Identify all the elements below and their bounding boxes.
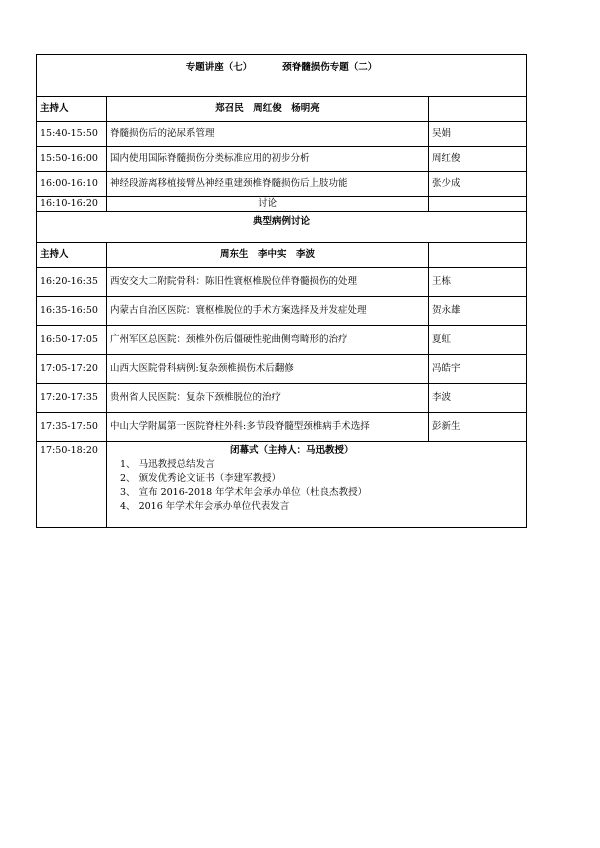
talk-speaker: 张少成 xyxy=(429,172,527,197)
closing-items xyxy=(110,458,523,514)
talk-speaker: 周红俊 xyxy=(429,147,527,172)
talk-topic: 内蒙古自治区医院：寰枢椎脱位的手术方案选择及并发症处理 xyxy=(107,297,429,326)
talk-row xyxy=(37,122,527,147)
talk-topic: 中山大学附属第一医院脊柱外科:多节段脊髓型颈椎病手术选择 xyxy=(107,413,429,442)
host-names: 郑召民 周红俊 杨明亮 xyxy=(107,97,429,122)
session-title xyxy=(37,55,527,97)
closing-item: 3、 宣布 2016-2018 年学术年会承办单位（杜良杰教授） xyxy=(120,487,368,499)
talk-row xyxy=(37,413,527,442)
talk-topic: 山西大医院骨科病例:复杂颈椎损伤术后翻修 xyxy=(107,355,429,384)
talk-speaker: 王栋 xyxy=(429,268,527,297)
talk-speaker: 夏虹 xyxy=(429,326,527,355)
talk-time: 15:50-16:00 xyxy=(37,147,107,172)
closing-content xyxy=(107,442,527,528)
talk-topic: 脊髓损伤后的泌尿系管理 xyxy=(107,122,429,147)
talk-row xyxy=(37,384,527,413)
talk-topic: 贵州省人民医院：复杂下颈椎脱位的治疗 xyxy=(107,384,429,413)
host-names: 周东生 李中实 李波 xyxy=(107,243,429,268)
schedule-page xyxy=(36,54,526,528)
closing-item: 4、 2016 年学术年会承办单位代表发言 xyxy=(120,501,290,513)
empty-cell xyxy=(429,243,527,268)
session-title-right: 颈脊髓损伤专题（二） xyxy=(282,62,378,73)
talk-row xyxy=(37,355,527,384)
closing-item: 1、 马迅教授总结发言 xyxy=(120,459,215,471)
discussion-label: 讨论 xyxy=(107,197,429,212)
talk-topic: 国内使用国际脊髓损伤分类标准应用的初步分析 xyxy=(107,147,429,172)
talk-time: 17:35-17:50 xyxy=(37,413,107,442)
host-row-2 xyxy=(37,243,527,268)
talk-row xyxy=(37,172,527,197)
section-header-row xyxy=(37,212,527,243)
talk-time: 16:20-16:35 xyxy=(37,268,107,297)
closing-item: 2、 颁发优秀论文证书（李建军教授） xyxy=(120,473,282,485)
host-row-1 xyxy=(37,97,527,122)
talk-time: 15:40-15:50 xyxy=(37,122,107,147)
talk-speaker: 李波 xyxy=(429,384,527,413)
talk-row xyxy=(37,268,527,297)
schedule-table xyxy=(36,54,527,528)
talk-time: 16:50-17:05 xyxy=(37,326,107,355)
talk-row xyxy=(37,147,527,172)
closing-row xyxy=(37,442,527,528)
talk-topic: 神经段游离移植接臂丛神经重建颈椎脊髓损伤后上肢功能 xyxy=(107,172,429,197)
host-label: 主持人 xyxy=(37,243,107,268)
talk-time: 17:05-17:20 xyxy=(37,355,107,384)
empty-cell xyxy=(429,97,527,122)
talk-speaker: 贺永雄 xyxy=(429,297,527,326)
discussion-row xyxy=(37,197,527,212)
section-title: 典型病例讨论 xyxy=(37,212,527,243)
talk-time: 16:35-16:50 xyxy=(37,297,107,326)
closing-time: 17:50-18:20 xyxy=(37,442,107,528)
closing-title: 闭幕式（主持人：马迅教授） xyxy=(230,445,354,456)
talk-row xyxy=(37,326,527,355)
title-row xyxy=(37,55,527,97)
talk-topic: 广州军区总医院：颈椎外伤后僵硬性驼曲侧弯畸形的治疗 xyxy=(107,326,429,355)
talk-speaker: 彭新生 xyxy=(429,413,527,442)
talk-row xyxy=(37,297,527,326)
talk-speaker: 冯皓宇 xyxy=(429,355,527,384)
talk-time: 17:20-17:35 xyxy=(37,384,107,413)
talk-time: 16:00-16:10 xyxy=(37,172,107,197)
talk-topic: 西安交大二附院骨科：陈旧性寰枢椎脱位伴脊髓损伤的处理 xyxy=(107,268,429,297)
session-title-left: 专题讲座（七） xyxy=(185,62,253,73)
talk-speaker: 吴娟 xyxy=(429,122,527,147)
empty-cell xyxy=(429,197,527,212)
discussion-time: 16:10-16:20 xyxy=(37,197,107,212)
host-label: 主持人 xyxy=(37,97,107,122)
